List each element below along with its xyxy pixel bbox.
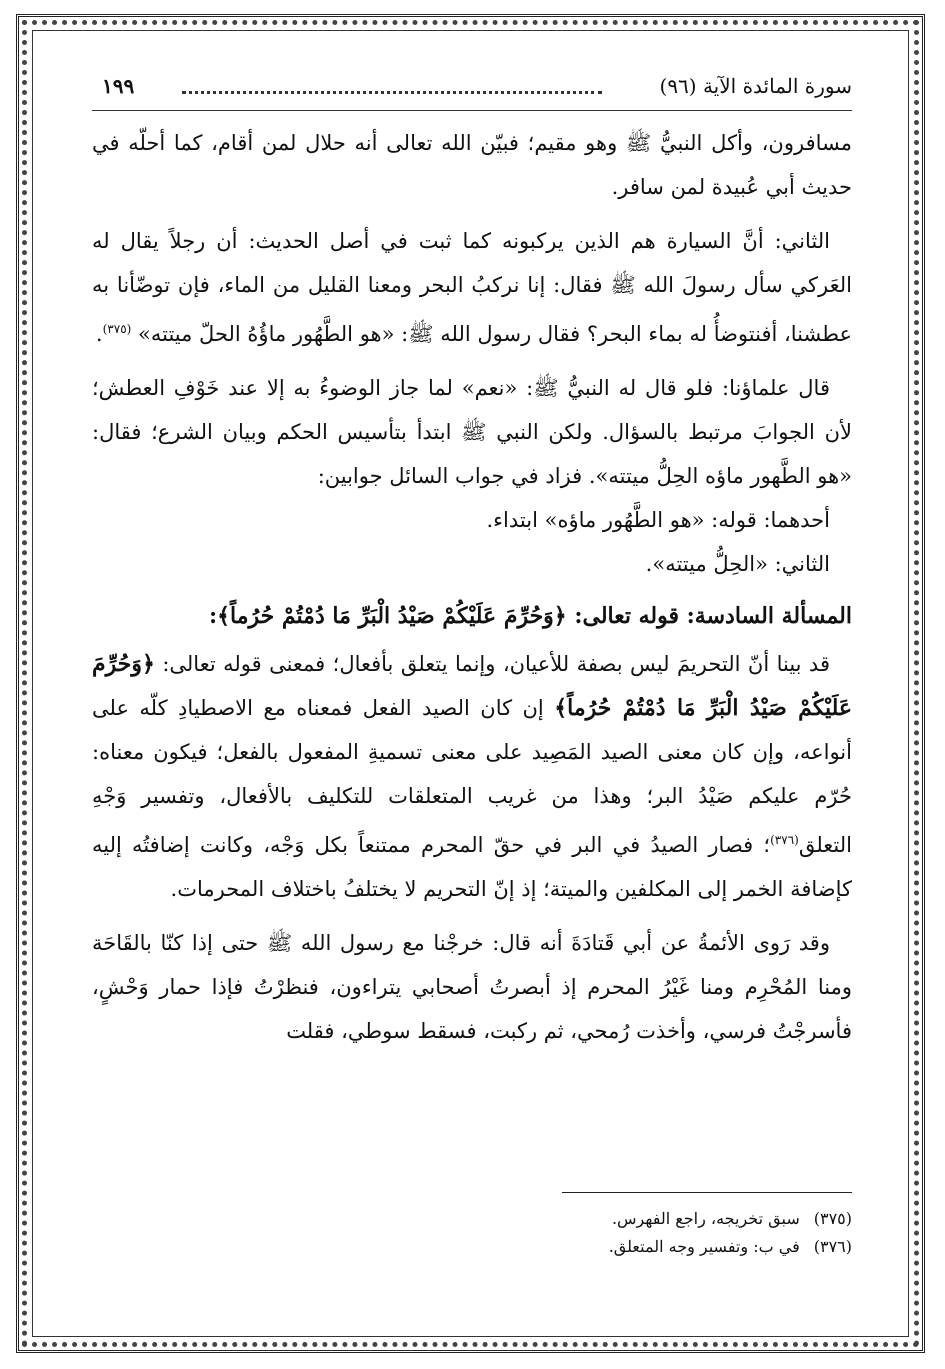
footnote-ref-376: (٣٧٦) — [770, 833, 799, 847]
paragraph-text: الثاني: أنَّ السيارة هم الذين يركبونه كما ثبت في أصل الحديث: أن رجلاً يقال له العَركي سأل رسولَ الله ﷺ فقال: إنا نركبُ البحر ومعنا القليل من الماء، فإن توضّأنا به عطشنا، أفنتوضأُ له بماء البحر؟ فقال رسول الله ﷺ: «هو الطَّهُور ماؤُهُ الحلّ ميتته» — [92, 229, 852, 346]
paragraph-text: قد بينا أنّ التحريمَ ليس بصفة للأعيان، وإنما يتعلق بأفعال؛ فمعنى قوله تعالى: — [162, 652, 830, 676]
paragraph-text: ؛ فصار الصيدُ في البر في حقّ المحرم ممتنعاً بكل وَجْه، وكانت إضافتُه إليه كإضافة الخمر إلى المكلفين والميتة؛ إذ إنّ التحريم لا يختلفُ باختلاف المحرمات. — [92, 833, 852, 901]
paragraph-scholars: قال علماؤنا: فلو قال له النبيُّ ﷺ: «نعم» لما جاز الوضوءُ به إلا عند خَوْفِ العطش؛ لأن الجوابَ مرتبط بالسؤال. ولكن النبي ﷺ ابتدأ بتأسيس الحكم وبيان الشرع؛ فقال: «هو الطَّهور ماؤه الحِلُّ ميتته». فزاد في جواب السائل جوابين: — [92, 376, 852, 488]
footnote-rule — [562, 1192, 852, 1193]
paragraph-text: إن كان الصيد الفعل فمعناه مع الاصطيادِ كلّه على أنواعه، وإن كان معنى الصيد المَصِيد على معنى تسميةِ المفعول بالفعل؛ فيكون معناه: حُرّم عليكم صَيْدُ البر؛ وهذا من غريب المتعلقات للتكليف بالأفعال، وتفسير وَجْهِ التعلق — [92, 696, 852, 857]
page-content — [92, 64, 852, 1334]
paragraph-tahrim — [92, 642, 852, 911]
quran-verse: ﴿وَحُرِّمَ عَلَيْكُمْ صَيْدُ الْبَرِّ مَا دُمْتُمْ حُرُماً﴾ — [92, 651, 853, 721]
paragraph-abu-qatada: وقد رَوى الأئمةُ عن أبي قَتادَةَ أنه قال: خرجْنا مع رسول الله ﷺ حتى إذا كنّا بالقَاحَة ومنا المُحْرِم ومنا غَيْرُ المحرم إذ أبصرتُ أصحابي يتراءون، فنظرْتُ فإذا حمار وَحْشٍ، فأسرجْتُ فرسي، وأخذت رُمحي، ثم ركبت، فسقط سوطي، فقلت — [92, 931, 852, 1043]
footnote-number: (٣٧٥) — [813, 1209, 852, 1228]
footnote-text: في ب: وتفسير وجه المتعلق. — [608, 1237, 800, 1256]
header-title: سورة المائدة الآية (٩٦) — [659, 74, 852, 98]
page-number: ١٩٩ — [102, 74, 135, 98]
footnote-375 — [92, 1205, 852, 1233]
running-header — [92, 64, 852, 111]
footnotes — [92, 1192, 852, 1261]
paragraph-answer-two: الثاني: «الحِلُّ ميتته». — [645, 552, 830, 576]
section-heading-label: المسألة السادسة: قوله تعالى: — [574, 603, 852, 629]
paragraph-second-point: الثاني: أنَّ السيارة هم الذين يركبونه كما ثبت في أصل الحديث: أن رجلاً يقال له العَركي سأل رسولَ الله ﷺ فقال: إنا نركبُ البحر ومعنا القليل من الماء، فإن توضّأنا به عطشنا، أفنتوضأُ له بماء البحر؟ فقال رسول الله ﷺ: «هو الطَّهُور ماؤُهُ الحلّ ميتته» $^{(٣٧٥)}$. — [92, 229, 852, 346]
footnote-number: (٣٧٦) — [813, 1237, 852, 1256]
section-heading-verse: ﴿وَحُرِّمَ عَلَيْكُمْ صَيْدُ الْبَرِّ مَا دُمْتُمْ حُرُماً﴾: — [208, 603, 567, 629]
paragraph-answer-one: أحدهما: قوله: «هو الطَّهُور ماؤه» ابتداء. — [486, 508, 830, 532]
paragraph-continuation: مسافرون، وأكل النبيُّ ﷺ وهو مقيم؛ فبيّن الله تعالى أنه حلال لمن أقام، كما أحلّه في حديث أبي عُبيدة لمن سافر. — [92, 131, 852, 199]
footnote-text: سبق تخريجه، راجع الفهرس. — [611, 1209, 800, 1228]
footnote-376 — [92, 1233, 852, 1261]
header-dot-leader — [182, 91, 602, 94]
footnote-ref-375: (٣٧٥) — [102, 322, 132, 336]
section-heading — [92, 592, 852, 640]
